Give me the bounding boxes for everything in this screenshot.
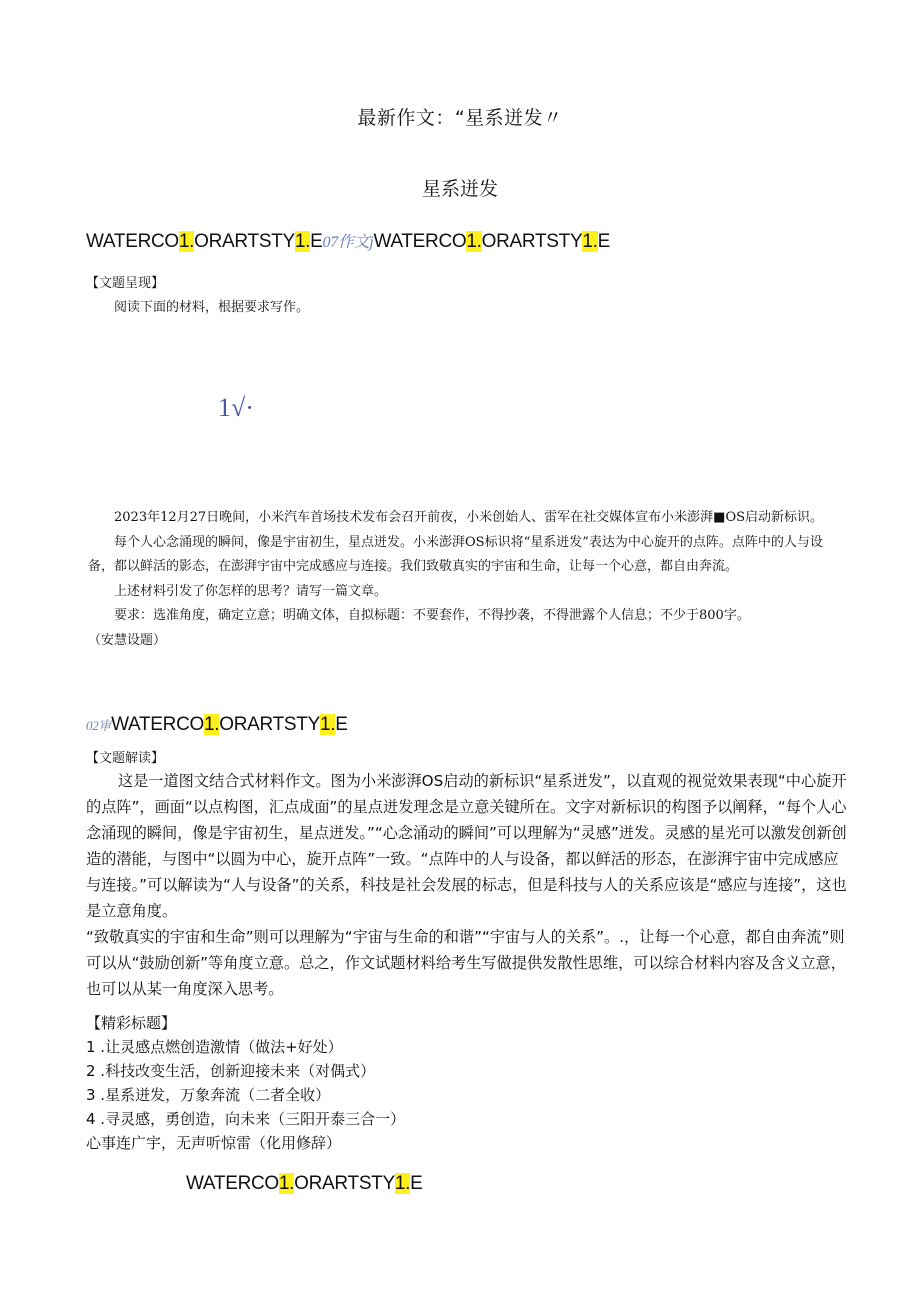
watermark-text: E — [310, 231, 323, 252]
titles-section — [86, 1011, 405, 1155]
material-source: （安慧设题） — [88, 632, 167, 648]
title-item: 3 .星系迸发，万象奔流（二者全收） — [86, 1086, 331, 1104]
analysis-paragraph: “致敬真实的宇宙和生命”则可以理解为“宇宙与生命的和谐”“宇宙与人的关系”。.，让每一个心意，都自由奔流”则可以从“鼓励创新”等角度立意。总之，作文试题材料给考生写做提供发散性思维，可以综合材料内容及含义立意，也可以从某一角度深入思考。 — [86, 928, 846, 998]
title-item: 2 .科技改变生活，创新迎接未来（对偶式） — [86, 1062, 376, 1080]
watermark-text: WATERCO — [373, 231, 467, 252]
watermark-highlight: 1. — [178, 231, 195, 252]
watermark-text: ORARTSTY — [481, 231, 583, 252]
titles-section-label: 【精彩标题】 — [86, 1014, 177, 1032]
watermark-text: E — [335, 714, 348, 735]
topic-section-label: 【文题呈现】 — [86, 276, 165, 291]
watermark-line-bottom — [186, 1173, 423, 1195]
topic-instruction: 阅读下面的材料，根据要求写作。 — [114, 300, 310, 315]
title-item: 4 .寻灵感，勇创造，向未来（三阳开泰三合一） — [86, 1110, 406, 1128]
watermark-highlight: 1. — [204, 714, 220, 735]
analysis-paragraph: 这是一道图文结合式材料作文。图为小米澎湃OS启动的新标识“星系迸发”，以直观的视觉效果表现“中心旋开的点阵”，画面“以点构图，汇点成面”的星点迸发理念是立意关键所在。文字对新标识的构图予以阐释，“每个人心念涌现的瞬间，像是宇宙初生，星点迸发。”“心念涌动的瞬间”可以理解为“灵感”迸发。灵感的星光可以激发创新创造的潜能，与图中“以圆为中心，旋开点阵”一致。“点阵中的人与设备，都以鲜活的形态，在澎湃宇宙中完成感应与连接。”可以解读为“人与设备”的关系，科技是社会发展的标志，但是科技与人的关系应该是“感应与连接”，这也是立意角度。 — [86, 772, 847, 920]
watermark-highlight: 1. — [582, 231, 598, 252]
watermark-line-top — [86, 229, 610, 253]
watermark-text: WATERCO — [186, 1173, 279, 1194]
watermark-line-mid — [86, 714, 348, 736]
watermark-text: WATERCO — [86, 231, 179, 252]
watermark-text: ORARTSTY — [294, 1173, 395, 1194]
material-requirements: 要求：选准角度，确定立意；明确文体，自拟标题：不要套作，不得抄袭，不得泄露个人信息；不少于800字。 — [114, 608, 750, 623]
watermark-text: WATERCO — [111, 714, 205, 735]
watermark-text: ORARTSTY — [219, 714, 320, 735]
watermark-highlight: 1. — [294, 231, 311, 252]
analysis-badge: 02审 — [86, 718, 112, 733]
material-paragraph: 上述材料引发了你怎样的思考？请写一篇文章。 — [114, 583, 388, 599]
title-item: 1 .让灵感点燃创造激情（做法+好处） — [86, 1038, 343, 1056]
material-paragraph: 2023年12月27日晚间，小米汽车首场技术发布会召开前夜，小米创始人、雷军在社交媒体宣布小米澎湃■OS启动新标识。 — [114, 510, 824, 525]
material-paragraph: 每个人心念涌现的瞬间，像是宇宙初生，星点迸发。小米澎湃OS标识将“星系迸发”表达为中心旋开的点阵。点阵中的人与设备，都以鲜活的影态，在澎湃宇宙中完成感应与连接。我们致敬真实的宇宙和生命，让每一个心意，都自由奔流。 — [88, 534, 823, 574]
watermark-highlight: 1. — [278, 1173, 295, 1194]
watermark-text: E — [410, 1173, 423, 1194]
watermark-highlight: 1. — [394, 1173, 411, 1194]
doc-subtitle: 星系迸发 — [421, 178, 498, 200]
analysis-body — [86, 768, 851, 1002]
watermark-highlight: 1. — [466, 231, 482, 252]
watermark-highlight: 1. — [319, 714, 336, 735]
title-item-extra: 心事连广宇，无声听惊雷（化用修辞） — [86, 1134, 342, 1152]
watermark-text: E — [597, 231, 610, 252]
topic-material — [88, 506, 844, 653]
analysis-section-label: 【文题解读】 — [86, 751, 165, 766]
watermark-separator: 07作文j — [322, 234, 374, 251]
doc-title: 最新作文：“星系迸发〃 — [357, 107, 563, 129]
watermark-text: ORARTSTY — [194, 231, 295, 252]
figure-placeholder-glyph: 1√· — [218, 393, 254, 422]
